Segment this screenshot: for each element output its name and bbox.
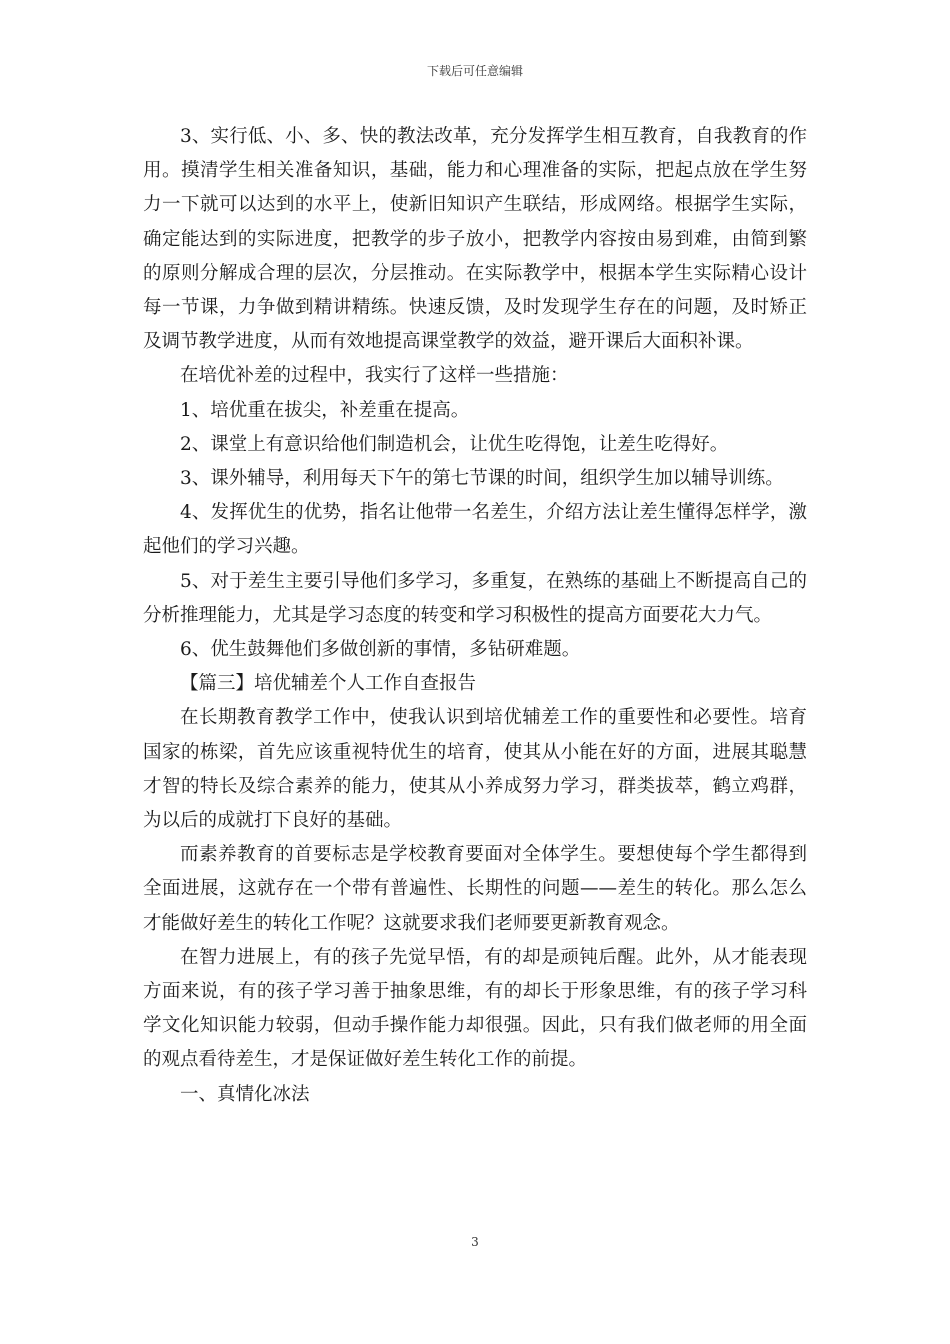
document-body — [143, 120, 807, 1112]
paragraph: 3、实行低、小、多、快的教法改革，充分发挥学生相互教育，自我教育的作用。摸清学生相关准备知识，基础，能力和心理准备的实际，把起点放在学生努力一下就可以达到的水平上，使新旧知识产生联结，形成网络。根据学生实际，确定能达到的实际进度，把教学的步子放小，把教学内容按由易到难，由简到繁的原则分解成合理的层次，分层推动。在实际教学中，根据本学生实际精心设计每一节课，力争做到精讲精练。快速反馈，及时发现学生存在的问题，及时矫正及调节教学进度，从而有效地提高课堂教学的效益，避开课后大面积补课。 — [143, 126, 807, 353]
page-number: 3 — [471, 1235, 479, 1249]
paragraph: 在长期教育教学工作中，使我认识到培优辅差工作的重要性和必要性。培育国家的栋梁，首先应该重视特优生的培育，使其从小能在好的方面，进展其聪慧才智的特长及综合素养的能力，使其从小养成努力学习，群类拔萃，鹤立鸡群，为以后的成就打下良好的基础。 — [143, 707, 807, 832]
paragraph: 1、培优重在拔尖，补差重在提高。 — [180, 399, 470, 421]
subsection-heading: 一、真情化冰法 — [180, 1083, 310, 1105]
paragraph: 6、优生鼓舞他们多做创新的事情，多钻研难题。 — [180, 639, 581, 661]
paragraph: 4、发挥优生的优势，指名让他带一名差生，介绍方法让差生懂得怎样学，激起他们的学习兴趣。 — [143, 502, 807, 558]
paragraph: 3、课外辅导，利用每天下午的第七节课的时间，组织学生加以辅导训练。 — [180, 468, 784, 490]
paragraph: 在智力进展上，有的孩子先觉早悟，有的却是顽钝后醒。此外，从才能表现方面来说，有的孩子学习善于抽象思维，有的却长于形象思维，有的孩子学习科学文化知识能力较弱，但动手操作能力却很强。因此，只有我们做老师的用全面的观点看待差生，才是保证做好差生转化工作的前提。 — [143, 946, 807, 1071]
section-heading: 【篇三】培优辅差个人工作自查报告 — [180, 673, 477, 695]
paragraph: 5、对于差生主要引导他们多学习，多重复，在熟练的基础上不断提高自己的分析推理能力，尤其是学习态度的转变和学习积极性的提高方面要花大力气。 — [143, 570, 807, 626]
page-header: 下载后可任意编辑 — [426, 64, 523, 78]
paragraph: 而素养教育的首要标志是学校教育要面对全体学生。要想使每个学生都得到全面进展，这就存在一个带有普遍性、长期性的问题——差生的转化。那么怎么才能做好差生的转化工作呢？这就要求我们老师要更新教育观念。 — [143, 844, 807, 934]
paragraph: 2、课堂上有意识给他们制造机会，让优生吃得饱，让差生吃得好。 — [180, 433, 729, 455]
paragraph: 在培优补差的过程中，我实行了这样一些措施： — [180, 365, 569, 387]
